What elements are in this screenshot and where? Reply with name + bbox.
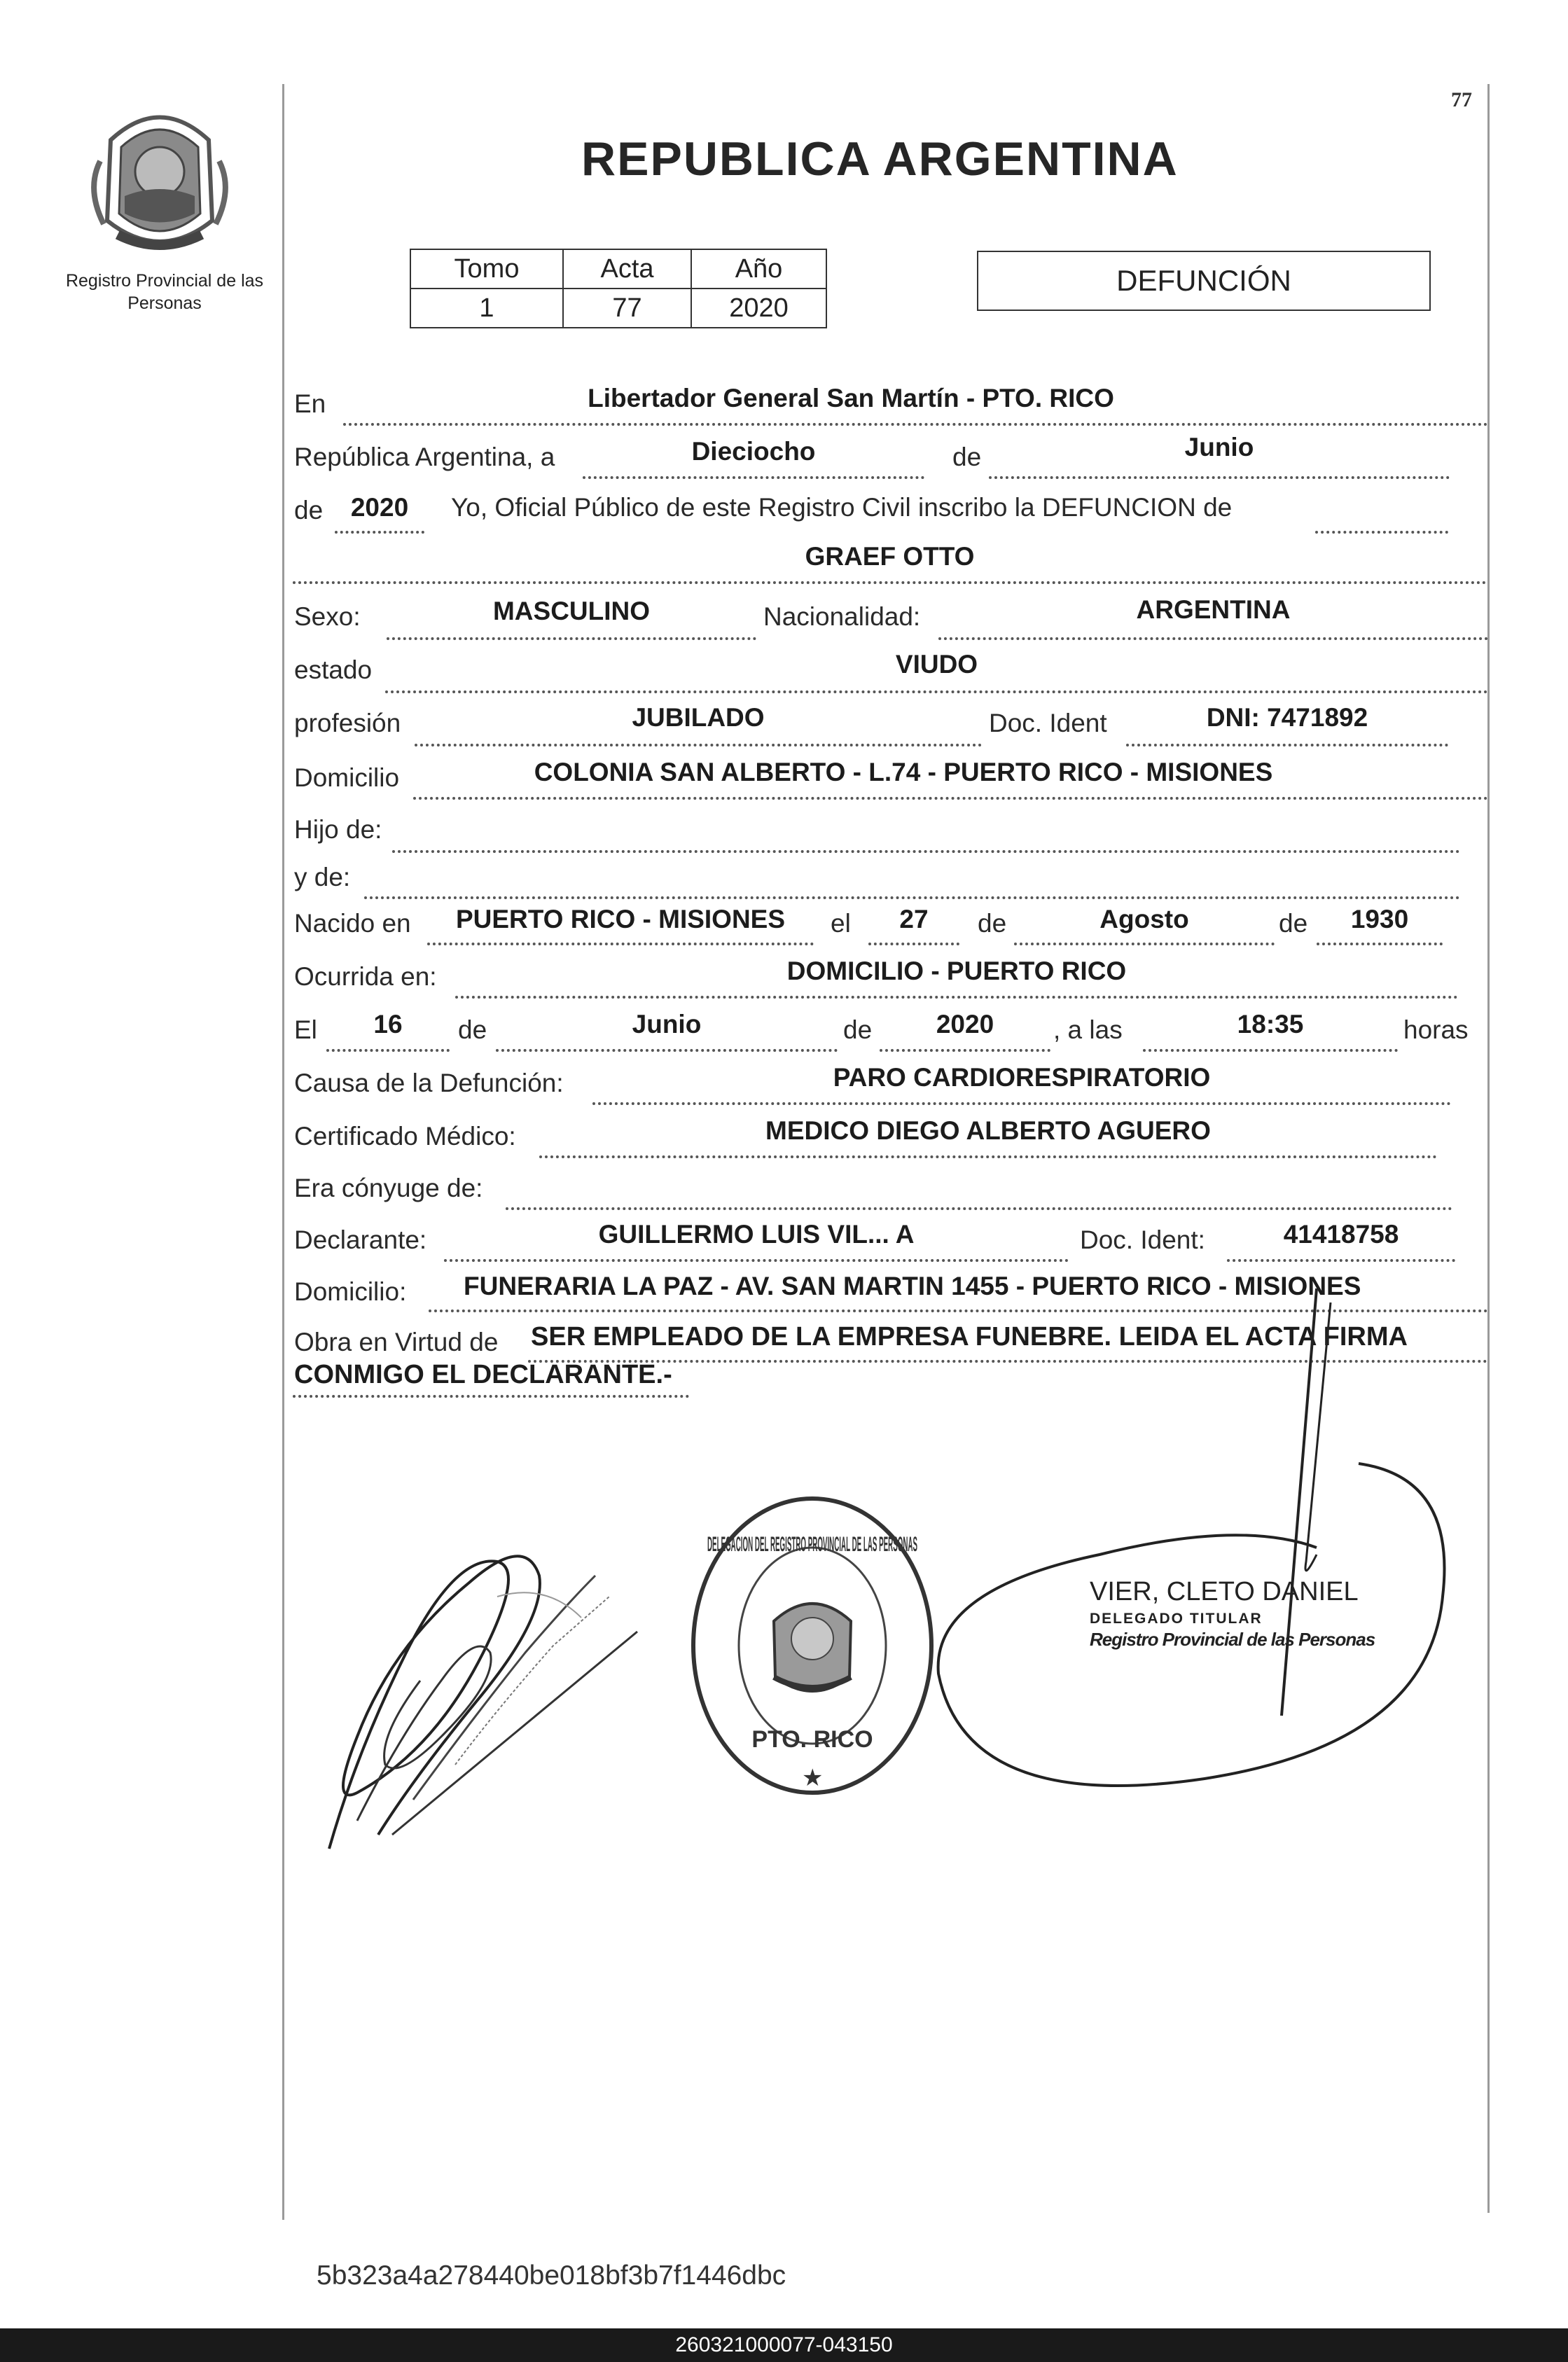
- seal-outer-text: DELEGACION DEL REGISTRO PROVINCIAL DE LAS PERSONAS: [707, 1533, 917, 1556]
- sexo-label: Sexo:: [294, 602, 361, 631]
- nac-mes-value: Agosto: [1099, 905, 1189, 933]
- obra-label: Obra en Virtud de: [294, 1328, 499, 1356]
- document-title: REPUBLICA ARGENTINA: [581, 132, 1179, 186]
- nac-dia-value: 27: [899, 905, 929, 933]
- acta-header: Acta: [563, 249, 691, 289]
- sexo-value: MASCULINO: [492, 597, 651, 625]
- conyuge-label: Era cónyuge de:: [294, 1174, 483, 1202]
- profesion-value: JUBILADO: [632, 703, 765, 732]
- left-margin-line: [282, 84, 284, 2220]
- de-label-6: de: [843, 1015, 873, 1044]
- mes-value: Junio: [1184, 433, 1254, 461]
- doc-label: Doc. Ident: [989, 709, 1107, 737]
- document-type-box: DEFUNCIÓN: [977, 251, 1431, 311]
- en-label: En: [294, 389, 326, 418]
- nacionalidad-label: Nacionalidad:: [763, 602, 921, 631]
- el-label: el: [831, 909, 851, 938]
- acta-value: 77: [563, 289, 691, 328]
- nacido-value: PUERTO RICO - MISIONES: [455, 905, 786, 933]
- def-anio-value: 2020: [936, 1010, 994, 1038]
- hora-value: 18:35: [1237, 1010, 1304, 1038]
- yde-label: y de:: [294, 863, 351, 891]
- domicilio-label: Domicilio: [294, 763, 400, 792]
- declarante-label: Declarante:: [294, 1225, 427, 1254]
- el-label-2: El: [294, 1015, 317, 1044]
- nac-anio-value: 1930: [1350, 905, 1409, 933]
- causa-value: PARO CARDIORESPIRATORIO: [833, 1063, 1211, 1092]
- declarante-domicilio-value: FUNERARIA LA PAZ - AV. SAN MARTIN 1455 - PUERTO RICO - MISIONES: [464, 1272, 1361, 1300]
- estado-value: VIUDO: [895, 650, 978, 679]
- ocurrida-label: Ocurrida en:: [294, 962, 437, 991]
- officer-role: DELEGADO TITULAR: [1090, 1611, 1263, 1627]
- anio-value: 2020: [691, 289, 826, 328]
- def-mes-value: Junio: [632, 1010, 702, 1038]
- domicilio-value: COLONIA SAN ALBERTO - L.74 - PUERTO RICO - MISIONES: [534, 758, 1273, 786]
- officer-name: VIER, CLETO DANIEL: [1090, 1577, 1359, 1606]
- en-value: Libertador General San Martín - PTO. RICO: [588, 384, 1114, 412]
- ocurrida-value: DOMICILIO - PUERTO RICO: [786, 957, 1127, 985]
- declarante-doc-value: 41418758: [1283, 1220, 1399, 1249]
- tomo-header: Tomo: [410, 249, 563, 289]
- certificado-value: MEDICO DIEGO ALBERTO AGUERO: [765, 1116, 1211, 1145]
- hijo-field: [392, 819, 1460, 853]
- yo-label: Yo, Oficial Público de este Registro Civil inscribo la DEFUNCION de: [451, 493, 1233, 522]
- yo-trailing-field: [1315, 500, 1448, 534]
- nombre-value: GRAEF OTTO: [805, 542, 975, 571]
- de-label-4: de: [1279, 909, 1308, 938]
- tomo-value: 1: [410, 289, 563, 328]
- de-label: de: [952, 443, 982, 471]
- doc-value: DNI: 7471892: [1206, 703, 1368, 732]
- record-table: [410, 249, 827, 328]
- de-label-3: de: [978, 909, 1007, 938]
- officer-office: Registro Provincial de las Personas: [1090, 1629, 1375, 1650]
- republica-label: República Argentina, a: [294, 443, 555, 471]
- svg-text:★: ★: [802, 1765, 824, 1791]
- document-hash: 5b323a4a278440be018bf3b7f1446dbc: [317, 2260, 786, 2291]
- dia-value: Dieciocho: [691, 437, 816, 466]
- horas-label: horas: [1403, 1015, 1469, 1044]
- def-dia-value: 16: [373, 1010, 403, 1038]
- obra-value-line-2: CONMIGO EL DECLARANTE.-: [294, 1360, 672, 1389]
- certificado-label: Certificado Médico:: [294, 1122, 516, 1151]
- province-coat-of-arms-logo: [83, 98, 237, 259]
- de-label-2: de: [294, 496, 324, 524]
- declarant-signature: [315, 1471, 651, 1863]
- nacido-label: Nacido en: [294, 909, 411, 938]
- alas-label: , a las: [1053, 1015, 1123, 1044]
- anio-value: 2020: [350, 493, 409, 522]
- domicilio-label-2: Domicilio:: [294, 1277, 407, 1306]
- conyuge-field: [506, 1176, 1452, 1210]
- declarante-value: GUILLERMO LUIS VIL... A: [598, 1220, 915, 1249]
- obra-value-line-1: SER EMPLEADO DE LA EMPRESA FUNEBRE. LEIDA EL ACTA FIRMA: [531, 1322, 1408, 1352]
- causa-label: Causa de la Defunción:: [294, 1069, 564, 1097]
- page-number: 77: [1451, 88, 1472, 111]
- yde-field: [364, 866, 1460, 899]
- doc-label-2: Doc. Ident:: [1080, 1225, 1205, 1254]
- hijo-label: Hijo de:: [294, 815, 382, 844]
- de-label-5: de: [458, 1015, 487, 1044]
- profesion-label: profesión: [294, 709, 401, 737]
- seal-inner-text: PTO. RICO: [751, 1726, 873, 1753]
- footer-code-bar: 260321000077-043150: [0, 2328, 1568, 2362]
- anio-header: Año: [691, 249, 826, 289]
- estado-label: estado: [294, 655, 373, 684]
- registry-seal: [683, 1488, 942, 1803]
- nacionalidad-value: ARGENTINA: [1136, 595, 1291, 624]
- registry-label: Registro Provincial de las Personas: [65, 271, 264, 313]
- officer-signature: [924, 1281, 1471, 1828]
